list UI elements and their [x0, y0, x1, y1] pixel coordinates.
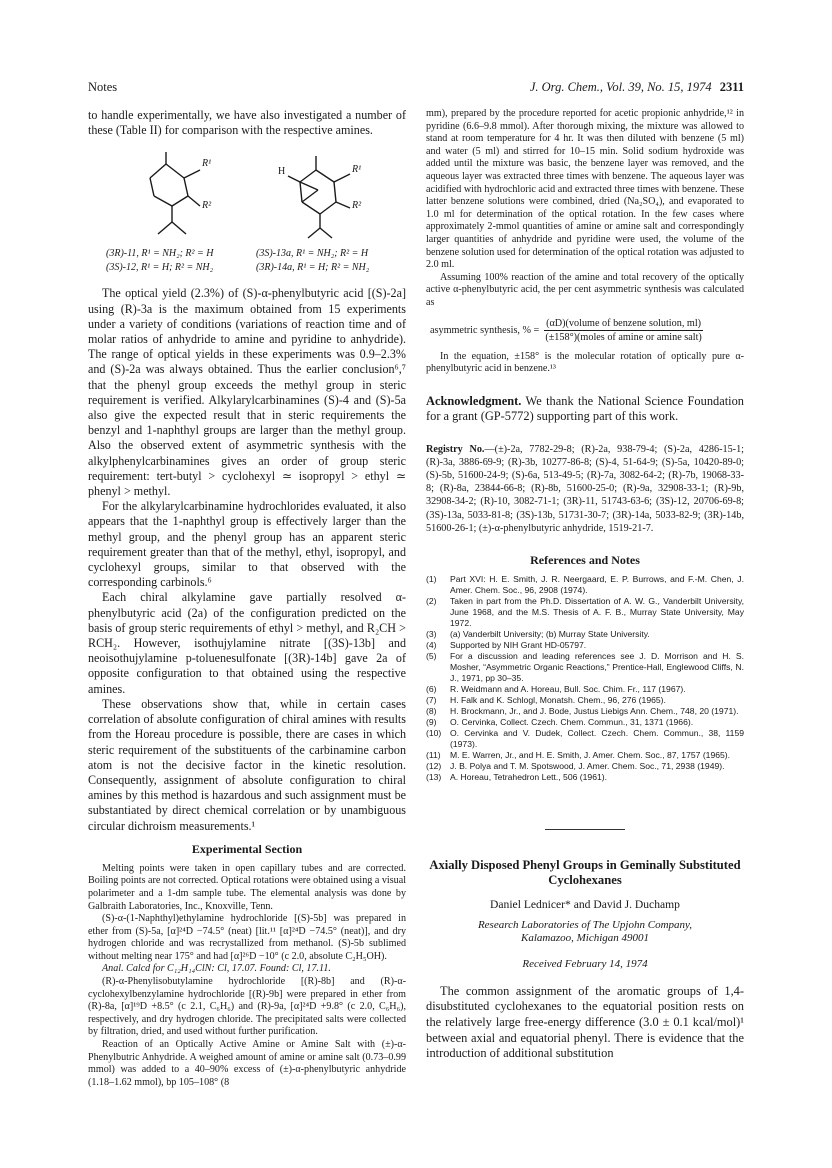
- reference-number: (4): [426, 639, 437, 650]
- page-number: 2311: [719, 80, 744, 94]
- registry-numbers: [426, 443, 744, 535]
- reference-number: (7): [426, 694, 437, 705]
- article-affiliation: [426, 919, 744, 946]
- reference-item: [426, 651, 744, 684]
- registry-text: —(±)-2a, 7782-29-8; (R)-2a, 938-79-4; (S)-2a, 4286-15-1; (R)-3a, 3886-69-9; (R)-3b, 10277-86-8; (S)-4, 51-64-9; (S)-5a, 10420-89-0; (S)-5b, 51600-24-9; (S)-6a, 513-49-5; (R)-7a, 3082-64-2; (R)-7b, 19068-33-8; (R)-8a, 23844-66-8; (R)-8b, 51600-25-0; (R)-9a, 32908-33-1; (R)-9b, 32908-34-2; (R)-10, 3082-71-1; (3R)-11, 51743-63-6; (3S)-12, 20706-69-8; (3S)-13a, 5033-81-8; (3S)-13b, 51731-30-7; (3R)-14a, 5033-82-9; (3R)-14b, 51600-26-1; (±)-α-phenylbutyric anhydride, 1519-21-7.: [426, 443, 744, 534]
- structure-right: [288, 156, 350, 238]
- references-heading: References and Notes: [530, 552, 640, 567]
- reference-text: Taken in part from the Ph.D. Dissertation of A. W. G., Vanderbilt University, June 1968, and the M.S. Thesis of A. F. B., Murray State University, May 1972.: [450, 595, 744, 628]
- compound-caption: (3S)-13a, R¹ = NH₂; R² = H: [256, 248, 369, 260]
- paragraph: Melting points were taken in open capillary tubes and are corrected. Boiling points are not corrected. Optical rotations were obtained using a visual polarimeter and a 1-dm sample tube. The elemental analysis was done by Galbraith Laboratories, Inc., Knoxville, Tenn.: [88, 862, 406, 912]
- reference-number: (10): [426, 727, 442, 738]
- journal-header: [530, 80, 744, 95]
- paragraph: Each chiral alkylamine gave partially resolved α-phenylbutyric acid (2a) of the configuration predicted on the basis of group steric requirements of ethyl > methyl, and R₂CH > RCH₂. However, isothujylamine nitrate [(3S)-13b] and neoisothujylamine p-toluenesulfonate [(3R)-14b] gave 2a of opposite configuration to that obtained using the respective amines.: [88, 590, 406, 696]
- section-header: Notes: [88, 80, 118, 94]
- reference-item: [426, 717, 744, 728]
- equation-fraction: [543, 318, 704, 343]
- equation-numerator: (αD)(volume of benzene solution, ml): [546, 317, 702, 329]
- equation: [430, 318, 744, 343]
- reference-item: [426, 684, 744, 695]
- reference-item: [426, 574, 744, 596]
- section-heading: Experimental Section: [191, 841, 303, 856]
- acknowledgment-text: We thank the National Science Foundation for a grant (GP-5772) supporting part of this work.: [426, 393, 744, 424]
- paragraph: to handle experimentally, we have also investigated a number of these (Table II) for comparison with the respective amines.: [88, 108, 406, 138]
- reference-number: (5): [426, 650, 437, 661]
- reference-text: Part XVI: H. E. Smith, J. R. Neergaard, E. P. Burrows, and F.-M. Chen, J. Amer. Chem. Soc., 96, 2908 (1974).: [450, 573, 744, 595]
- reference-item: [426, 728, 744, 750]
- paragraph: Reaction of an Optically Active Amine or Amine Salt with (±)-α-Phenylbutric Anhydride. A weighed amount of amine or amine salt (0.73–0.99 mmol) was added to a 40–90% excess of (±)-α-phenylbutyric anhydride (1.18–1.62 mmol), bp 105–108° (8: [88, 1039, 406, 1088]
- journal-citation: J. Org. Chem., Vol. 39, No. 15, 1974: [529, 80, 712, 94]
- reference-text: H. Falk and K. Schlogl, Monatsh. Chem., 96, 276 (1965).: [450, 694, 666, 705]
- article-authors: Daniel Lednicer* and David J. Duchamp: [490, 897, 680, 911]
- paragraph: In the equation, ±158° is the molecular rotation of optically pure α-phenylbutyric acid in benzene.¹³: [426, 350, 744, 375]
- reference-number: (9): [426, 716, 437, 727]
- reference-text: R. Weidmann and A. Horeau, Bull. Soc. Chim. Fr., 117 (1967).: [450, 683, 686, 694]
- reference-item: [426, 629, 744, 640]
- reference-number: (2): [426, 595, 437, 606]
- structure-label-r1: R¹: [202, 158, 212, 170]
- reference-item: [426, 750, 744, 761]
- reference-item: [426, 596, 744, 629]
- reference-number: (6): [426, 683, 437, 694]
- reference-item: [426, 772, 744, 783]
- affiliation-line: Research Laboratories of The Upjohn Company,: [477, 918, 693, 931]
- reference-item: [426, 706, 744, 717]
- reference-number: (1): [426, 573, 437, 584]
- paragraph: (S)-α-(1-Naphthyl)ethylamine hydrochloride [(S)-5b] was prepared in ether from (S)-5a, [α]²⁴D −74.5° (neat) [lit.¹¹ [α]²⁴D −74.5° (neat)], and dry hydrogen chloride and was recrystallized from methanol. (S)-5b sublimed without melting near 175° and had [α]²⁶D −10° (c 2.0, absolute C₂H₅OH).: [88, 913, 406, 962]
- paragraph: (R)-α-Phenylisobutylamine hydrochloride [(R)-8b] and (R)-α-cyclohexylbenzylamine hydrochloride [(R)-9b] were prepared in ether from (R)-8a, [α]¹⁹D +8.5° (c 2.1, C₆H₆) and (R)-9a, [α]²⁴D +9.8° (c 2.0, C₆H₆), respectively, and dry hydrogen chloride. The precipitated salts were collected by filtration, dried, and used without further purification.: [88, 976, 406, 1038]
- paragraph: For the alkylarylcarbinamine hydrochlorides evaluated, it also appears that the 1-naphthyl group is effectively larger than the methyl group, and the phenyl group has an apparent steric requirement greater than that of the methyl, ethyl, isopropyl, and cyclohexyl groups, similar to that observed with the corresponding carbinols.⁶: [88, 499, 406, 590]
- reference-item: [426, 640, 744, 651]
- reference-text: For a discussion and leading references see J. D. Morrison and H. S. Mosher, “Asymmetric Organic Reactions,” Prentice-Hall, Englewood Cliffs, N. J., 1971, pp 30–35.: [450, 650, 744, 683]
- registry-label: Registry No.: [426, 443, 485, 455]
- article-body: The common assignment of the aromatic groups of 1,4-disubstituted cyclohexanes to the equatorial position rests on the relatively large free-energy difference (3.0 ± 0.1 kcal/mol)¹ between axial and equatorial phenyl. There is evidence that the introduction of additional substitution: [426, 983, 744, 1061]
- reference-item: [426, 761, 744, 772]
- paragraph: These observations show that, while in certain cases correlation of absolute configuration of chiral amines with results from the Horeau procedure is possible, there are cases in which steric requirement of the substituents of the carbinamine carbon atom is not the decisive factor in the kinetic resolution. Consequently, assignment of absolute configuration to chiral amines by this method is hazardous and such assignment must be substantiated by direct chemical correlation or by unambiguous circular dichroism measurements.¹: [88, 696, 406, 833]
- paragraph: mm), prepared by the procedure reported for acetic propionic anhydride,¹² in pyridine (6.6–9.8 mmol). After thorough mixing, the mixture was allowed to stand at room temperature for 4 hr. It was then diluted with benzene (5 ml) and water (5 ml) and stirred for 10–15 min. Solid sodium hydroxide was added until the mixture was basic, the benzene layer was removed, and the aqueous layer was extracted three times with benzene. The aqueous layer was acidified with hydrochloric acid and extracted three times with benzene. These latter benzene solutions were combined, dried (Na₂SO₄), and evaporated to 1.0 ml for determination of the optical rotation. In the few cases where approximately 2-mmol quantities of amine or amine salt and correspondingly larger quantities of anhydride and pyridine were used, the volume of the benzene solution used for determination of the optical rotation was adjusted to 2.0 ml.: [426, 108, 744, 271]
- reference-text: O. Cervinka and V. Dudek, Collect. Czech. Chem. Commun., 38, 1159 (1973).: [450, 727, 744, 749]
- article-divider: [545, 829, 625, 830]
- references-list: [426, 574, 744, 783]
- reference-number: (12): [426, 760, 442, 771]
- reference-text: J. B. Polya and T. M. Spotswood, J. Amer. Chem. Soc., 71, 2938 (1949).: [450, 760, 725, 771]
- reference-text: H. Brockmann, Jr., and J. Bode, Justus Liebigs Ann. Chem., 748, 20 (1971).: [450, 705, 739, 716]
- reference-item: [426, 695, 744, 706]
- chemical-structures-figure: [88, 144, 406, 282]
- structure-label-r1: R¹: [352, 164, 362, 176]
- reference-number: (11): [426, 749, 441, 760]
- acknowledgment-label: Acknowledgment.: [426, 393, 522, 408]
- paragraph: Anal. Calcd for C₁₂H₁₄ClN: Cl, 17.07. Found: Cl, 17.11.: [102, 963, 331, 975]
- received-date: Received February 14, 1974: [522, 957, 648, 970]
- affiliation-line: Kalamazoo, Michigan 49001: [520, 932, 650, 945]
- structure-left: [150, 152, 200, 234]
- reference-text: M. E. Warren, Jr., and H. E. Smith, J. Amer. Chem. Soc., 87, 1757 (1965).: [450, 749, 731, 760]
- paragraph: The optical yield (2.3%) of (S)-α-phenylbutyric acid [(S)-2a] using (R)-3a is the maximum obtained from 15 experiments under a variety of conditions (variations of reaction time and of molar ratios of anhydride to amine and pyridine to anhydride). The range of optical yields in these experiments was 0.9–2.3% and (S)-2a was always obtained. Thus the earlier conclusion⁶,⁷ that the phenyl group exceeds the methyl group in steric requirement is verified. Alkylarylcarbinamines (S)-4 and (S)-5a also give the expected result that in steric requirements the benzyl and 1-naphthyl groups are larger than the methyl group. Also the observed extent of asymmetric synthesis with the alkylphenylcarbinamines gives an order of group steric requirement: tert-butyl > cyclohexyl ≃ isopropyl > ethyl ≃ phenyl > methyl.: [88, 286, 406, 499]
- paragraph: Assuming 100% reaction of the amine and total recovery of the optically active α-phenylbutyric acid, the per cent asymmetric synthesis was calculated as: [426, 271, 744, 308]
- equation-lhs: asymmetric synthesis, % =: [430, 324, 540, 336]
- structure-label-r2: R²: [352, 200, 362, 212]
- structure-label-h: H: [278, 166, 286, 178]
- right-column: [426, 108, 744, 1062]
- reference-number: (13): [426, 771, 442, 782]
- compound-caption: (3S)-12, R¹ = H; R² = NH₂: [106, 262, 214, 274]
- reference-text: Supported by NIH Grant HD-05797.: [450, 639, 587, 650]
- compound-caption: (3R)-11, R¹ = NH₂; R² = H: [106, 248, 214, 260]
- reference-number: (8): [426, 705, 437, 716]
- reference-text: (a) Vanderbilt University; (b) Murray State University.: [450, 628, 650, 639]
- acknowledgment: [426, 394, 744, 425]
- compound-caption: (3R)-14a, R¹ = H; R² = NH₂: [256, 262, 370, 274]
- reference-number: (3): [426, 628, 437, 639]
- equation-denominator: (±158°)(moles of amine or amine salt): [545, 331, 702, 343]
- structure-label-r2: R²: [202, 200, 212, 212]
- article-title: Axially Disposed Phenyl Groups in Geminally Substituted Cyclohexanes: [429, 857, 741, 887]
- left-column: [88, 108, 406, 1089]
- reference-text: O. Cervinka, Collect. Czech. Chem. Commun., 31, 1371 (1966).: [450, 716, 694, 727]
- reference-text: A. Horeau, Tetrahedron Lett., 506 (1961).: [450, 771, 608, 782]
